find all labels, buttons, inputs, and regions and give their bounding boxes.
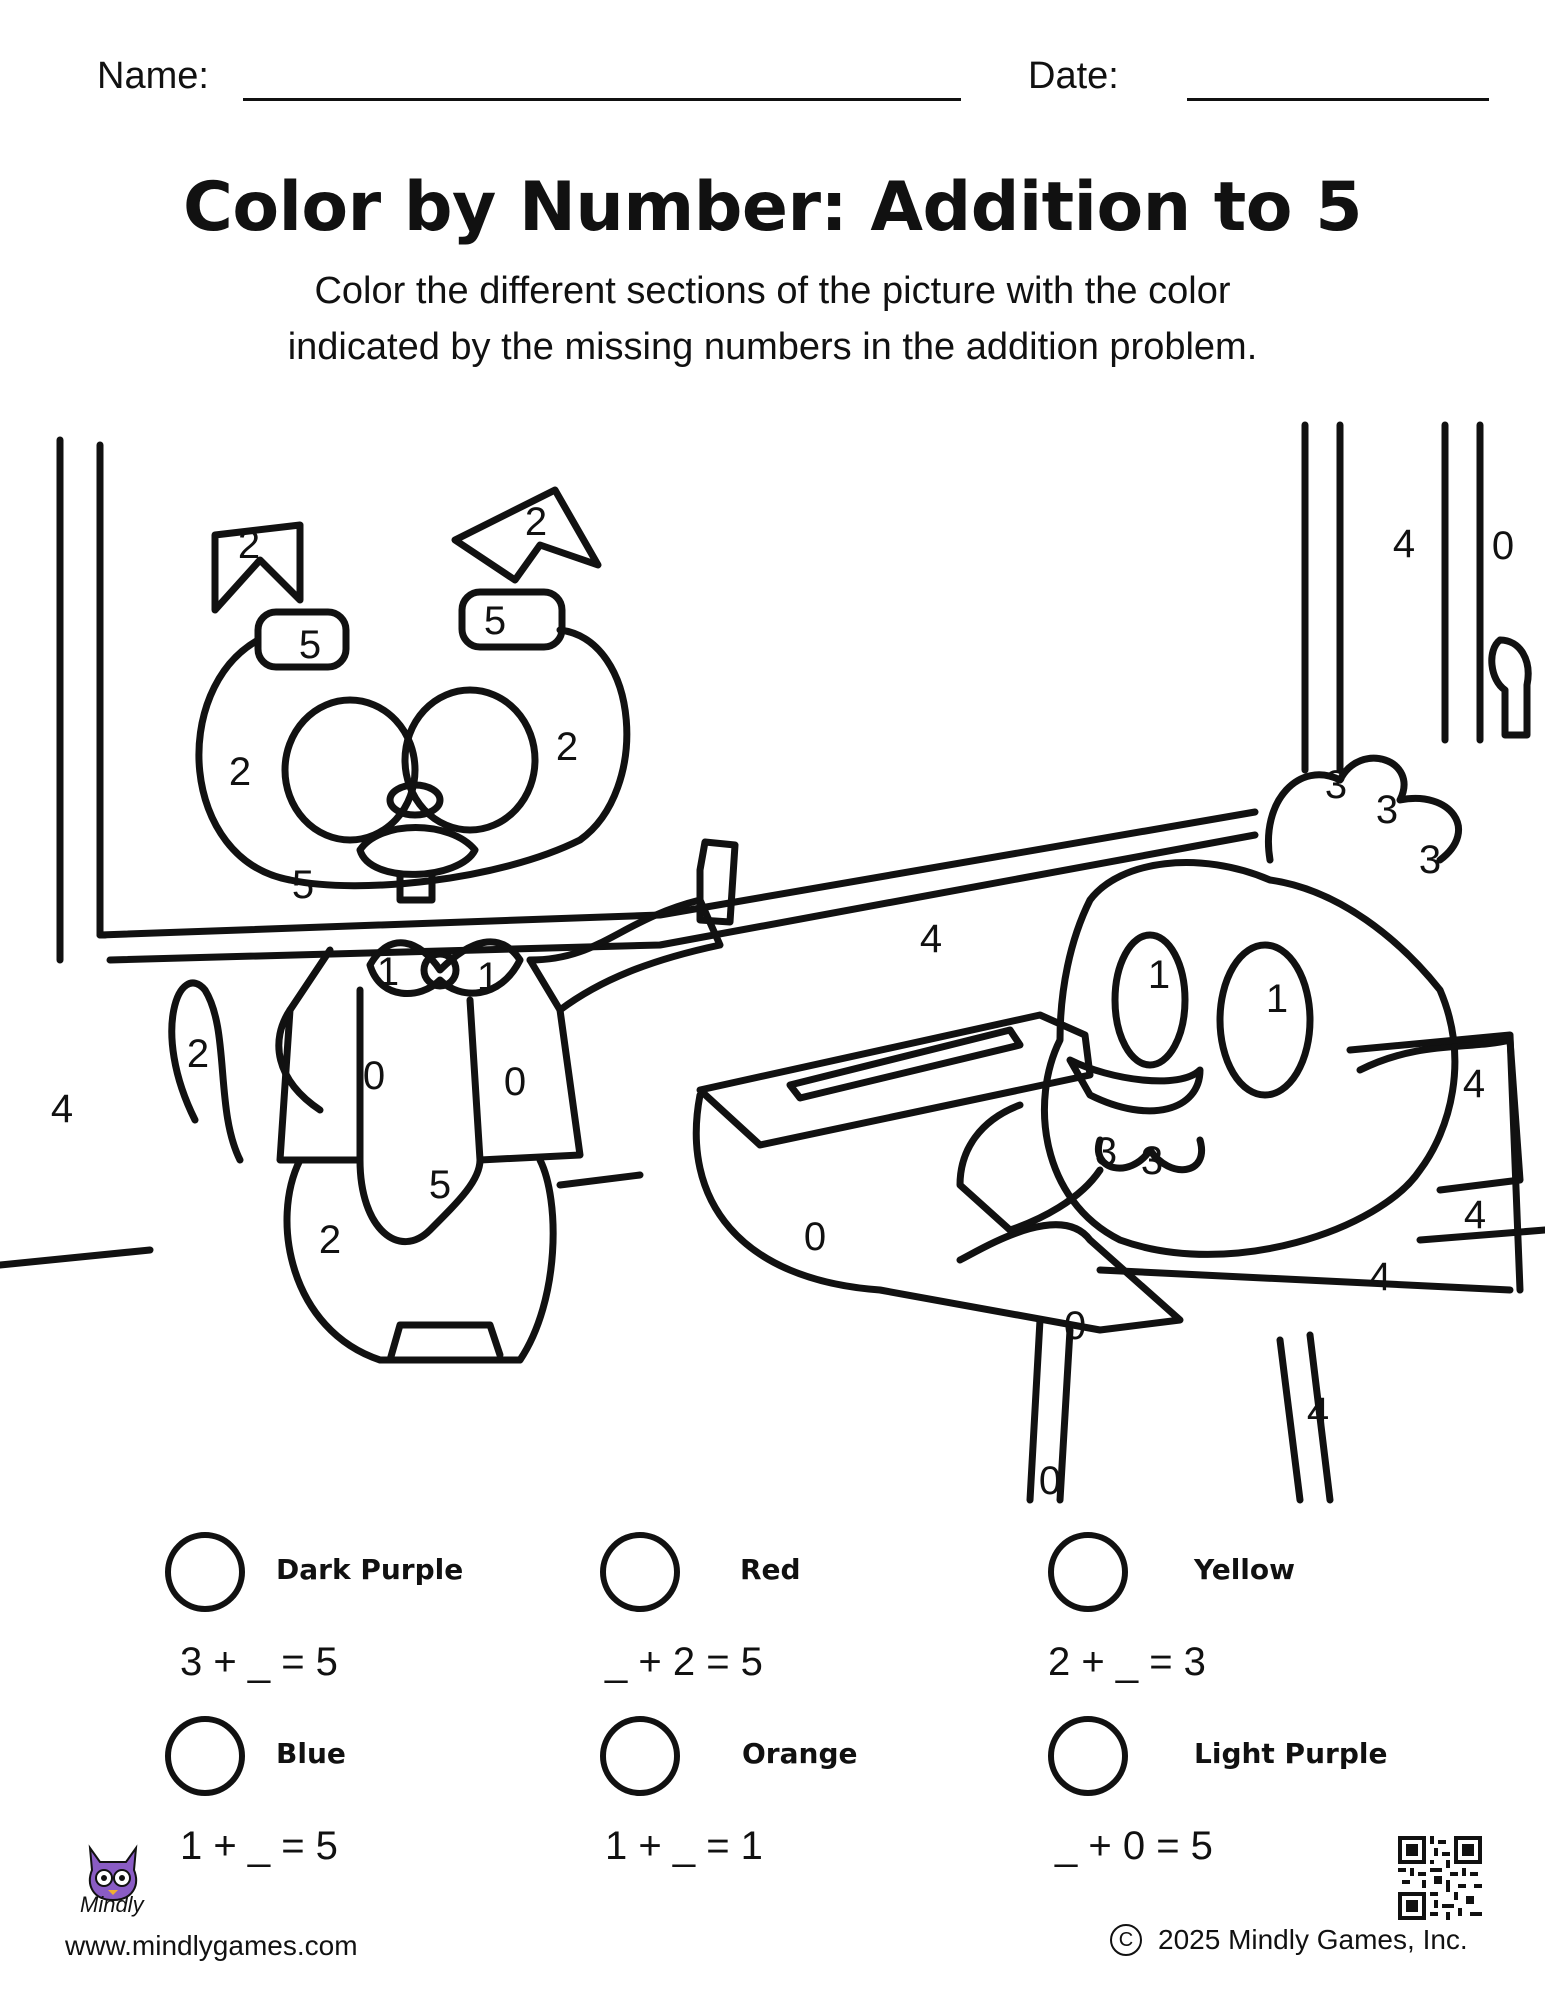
equation-orange: 1 + _ = 1	[605, 1824, 763, 1868]
dog-left-eye	[285, 700, 415, 840]
color-name-blue: Blue	[276, 1737, 346, 1770]
desk-top	[700, 1015, 1090, 1145]
dog-right-eye	[405, 690, 535, 830]
color-name-red: Red	[740, 1553, 801, 1586]
chair-back	[1350, 1035, 1520, 1290]
region-number: 3	[1324, 763, 1348, 807]
region-number: 0	[1491, 524, 1515, 568]
color-circle-red[interactable]	[600, 1532, 680, 1612]
date-label: Date:	[1028, 55, 1119, 97]
page-title: Color by Number: Addition to 5	[182, 168, 1363, 247]
region-number: 5	[291, 863, 315, 907]
region-number: 5	[428, 1163, 452, 1207]
copyright-icon: C	[1110, 1924, 1142, 1956]
region-number: 3	[1094, 1130, 1118, 1174]
region-number: 2	[228, 750, 252, 794]
region-number: 1	[376, 950, 400, 994]
dog-left-vest	[280, 950, 360, 1160]
color-circle-orange[interactable]	[600, 1716, 680, 1796]
region-number: 5	[298, 623, 322, 667]
region-number: 5	[483, 599, 507, 643]
door-right-frame	[1445, 425, 1480, 740]
coloring-picture[interactable]	[0, 420, 1545, 1510]
region-number: 4	[1392, 522, 1416, 566]
instructions-line-2: indicated by the missing numbers in the addition problem.	[287, 326, 1258, 368]
color-name-light-purple: Light Purple	[1194, 1737, 1388, 1770]
name-label: Name:	[97, 55, 209, 97]
chicken-beak	[1070, 1060, 1200, 1111]
chicken-wing-right	[1360, 1040, 1520, 1190]
instructions-line-1: Color the different sections of the picture with the color	[314, 270, 1231, 312]
dog-muzzle	[360, 828, 475, 875]
region-number: 2	[555, 725, 579, 769]
region-number: 4	[1306, 1390, 1330, 1434]
region-number: 0	[1063, 1304, 1087, 1348]
region-number: 1	[1265, 977, 1289, 1021]
region-number: 0	[503, 1060, 527, 1104]
copyright-text: 2025 Mindly Games, Inc.	[1158, 1924, 1468, 1955]
region-number: 4	[919, 917, 943, 961]
dog-shadow	[390, 1325, 500, 1360]
region-number: 1	[476, 955, 500, 999]
date-line[interactable]	[1187, 98, 1489, 101]
region-number: 0	[803, 1215, 827, 1259]
region-number: 4	[50, 1087, 74, 1131]
name-line[interactable]	[243, 98, 961, 101]
chicken-seat-line	[1100, 1270, 1510, 1290]
qr-code-icon[interactable]	[1398, 1836, 1482, 1920]
equation-yellow: 2 + _ = 3	[1048, 1640, 1206, 1684]
chalkboard-ledge	[110, 835, 1255, 960]
region-number: 4	[1462, 1062, 1486, 1106]
dog-right-headband	[462, 592, 562, 647]
website-link[interactable]: www.mindlygames.com	[65, 1930, 358, 1961]
region-number: 3	[1140, 1139, 1164, 1183]
color-name-orange: Orange	[742, 1737, 858, 1770]
color-circle-light-purple[interactable]	[1048, 1716, 1128, 1796]
region-number: 1	[1147, 953, 1171, 997]
logo-text: Mindly	[80, 1892, 144, 1917]
color-name-dark-purple: Dark Purple	[276, 1553, 464, 1586]
color-circle-dark-purple[interactable]	[165, 1532, 245, 1612]
region-number: 0	[1038, 1459, 1062, 1503]
equation-dark-purple: 3 + _ = 5	[180, 1640, 338, 1684]
region-number: 4	[1368, 1255, 1392, 1299]
door-left-frame	[1305, 425, 1340, 770]
door-knob	[1492, 640, 1528, 735]
color-circle-blue[interactable]	[165, 1716, 245, 1796]
region-number: 3	[1375, 788, 1399, 832]
color-name-yellow: Yellow	[1194, 1553, 1295, 1586]
region-number: 2	[186, 1032, 210, 1076]
picture-number-labels	[51, 500, 1514, 1503]
equation-red: _ + 2 = 5	[605, 1640, 763, 1684]
region-number: 4	[1463, 1193, 1487, 1237]
dog-belly	[360, 1160, 480, 1242]
region-number: 2	[318, 1218, 342, 1262]
region-number: 2	[237, 523, 261, 567]
region-number: 0	[362, 1054, 386, 1098]
equation-light-purple: _ + 0 = 5	[1055, 1824, 1213, 1868]
region-number: 3	[1418, 838, 1442, 882]
color-circle-yellow[interactable]	[1048, 1532, 1128, 1612]
region-number: 2	[524, 500, 548, 544]
equation-blue: 1 + _ = 5	[180, 1824, 338, 1868]
chalkboard-left-edge	[60, 440, 105, 960]
